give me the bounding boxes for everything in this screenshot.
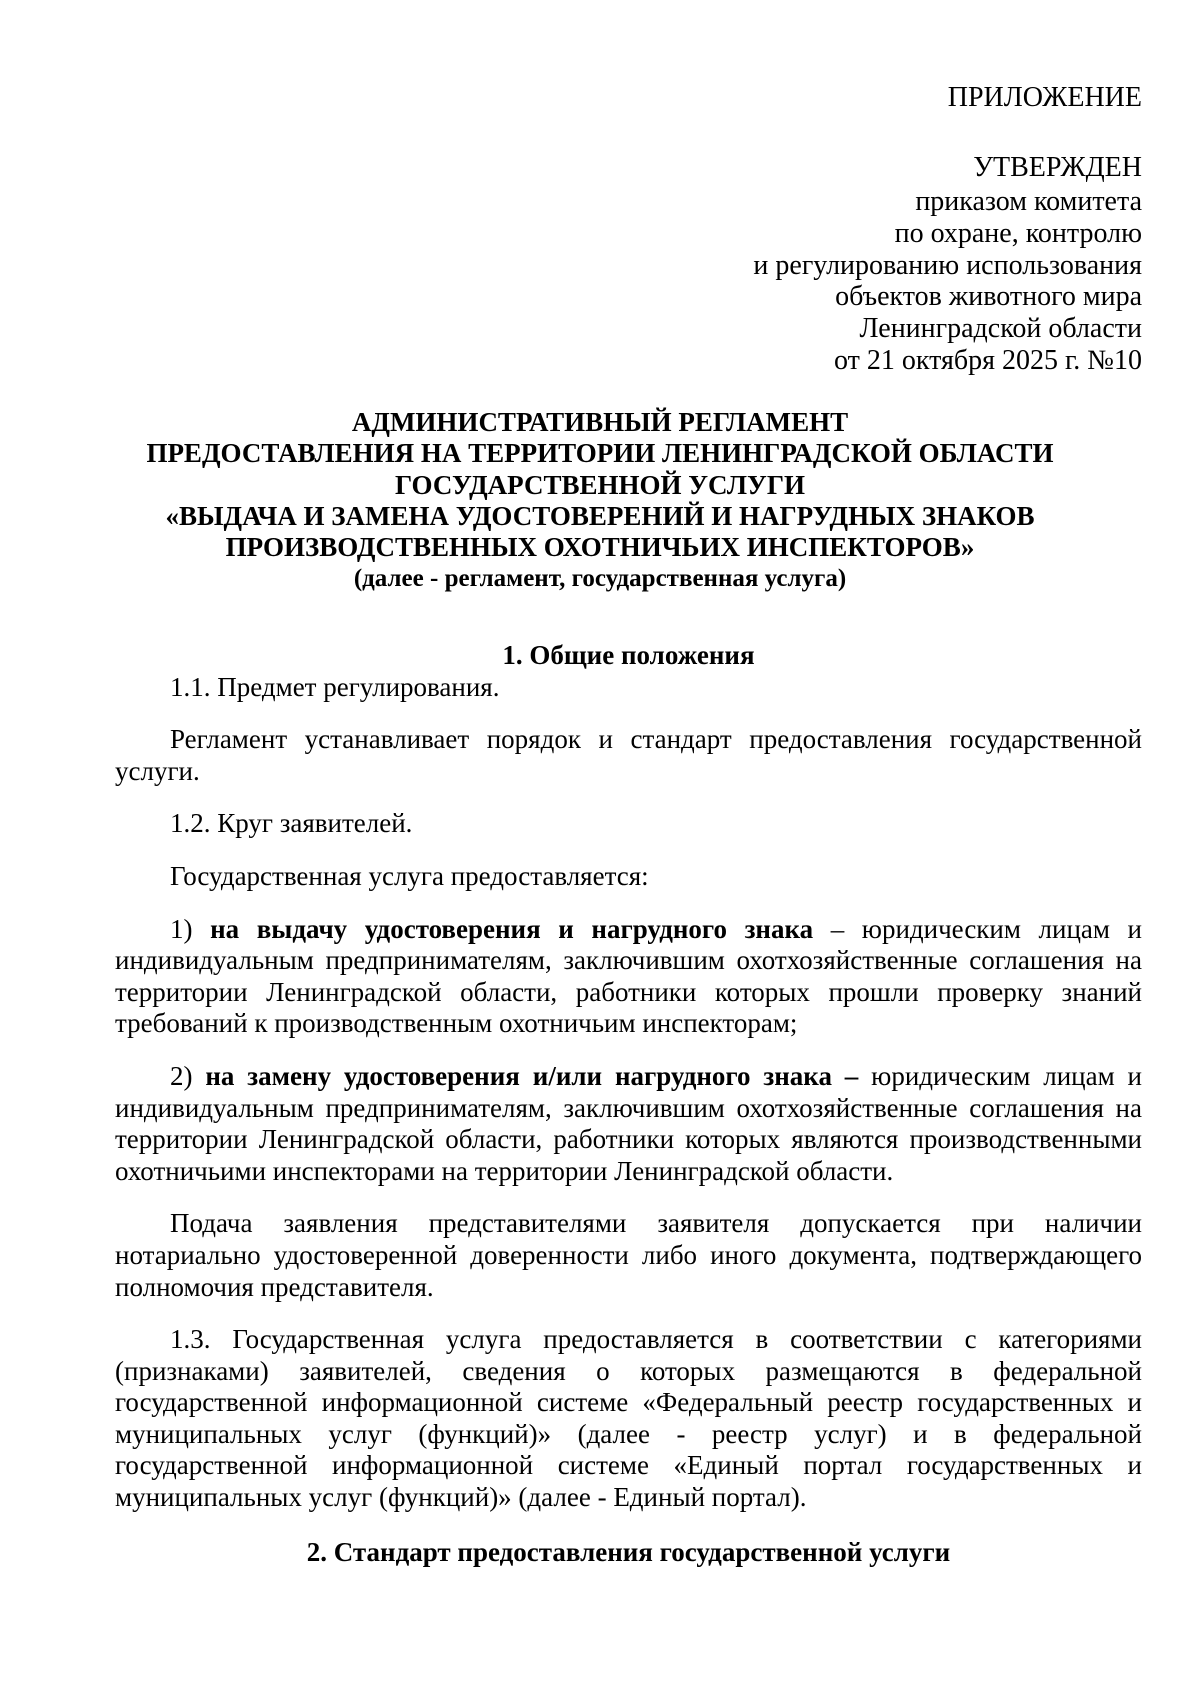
paragraph: Подача заявления представителями заявителя допускается при наличии нотариально удостоверенной доверенности либо иного документа, подтверждающего полномочия представителя. <box>115 1208 1142 1302</box>
title-line: «ВЫДАЧА И ЗАМЕНА УДОСТОВЕРЕНИЙ И НАГРУДНЫХ ЗНАКОВ <box>165 500 1035 531</box>
title-note: (далее - регламент, государственная услуга) <box>353 565 847 593</box>
list-item-text: – юридическим лицам и индивидуальным предпринимателям, заключившим охотхозяйственные соглашения на территории Ленинградской области, работники которых прошли проверку знаний требований к производственным охотничьим инспекторам; <box>115 913 1142 1039</box>
paragraph: Государственная услуга предоставляется: <box>170 860 649 891</box>
approval-line: Ленинградской области <box>859 313 1142 345</box>
list-item-number: 1) <box>170 913 211 944</box>
approval-date: от 21 октября 2025 г. №10 <box>833 344 1142 376</box>
approval-title: УТВЕРЖДЕН <box>973 152 1142 183</box>
list-item-text: юридическим лицам и индивидуальным предпринимателям, заключившим охотхозяйственные соглашения на территории Ленинградской области, работники которых являются производственными охотничьими инспекторами на территории Ленинградской области. <box>115 1060 1142 1186</box>
appendix-label: ПРИЛОЖЕНИЕ <box>947 82 1142 113</box>
paragraph: Регламент устанавливает порядок и стандарт предоставления государственной услуги. <box>115 724 1142 786</box>
approval-line: и регулированию использования <box>753 249 1142 281</box>
paragraph: 1.2. Круг заявителей. <box>170 808 413 839</box>
approval-line: по охране, контролю <box>894 217 1142 249</box>
list-item-number: 2) <box>170 1060 206 1091</box>
section-heading: 2. Стандарт предоставления государственной услуги <box>306 1536 951 1567</box>
paragraph: 1.1. Предмет регулирования. <box>170 671 500 702</box>
list-item-emphasis: на замену удостоверения и/или нагрудного знака – <box>205 1060 859 1091</box>
title-line: АДМИНИСТРАТИВНЫЙ РЕГЛАМЕНТ <box>351 407 849 437</box>
section-heading: 1. Общие положения <box>502 640 755 670</box>
list-item-emphasis: на выдачу удостоверения и нагрудного знака <box>210 913 814 944</box>
title-line: ПРОИЗВОДСТВЕННЫХ ОХОТНИЧЬИХ ИНСПЕКТОРОВ» <box>225 532 975 563</box>
list-item <box>115 914 1142 1040</box>
title-line: ГОСУДАРСТВЕННОЙ УСЛУГИ <box>395 469 805 500</box>
document-body <box>115 640 1142 1568</box>
approval-line: объектов животного мира <box>835 281 1142 313</box>
title-line: ПРЕДОСТАВЛЕНИЯ НА ТЕРРИТОРИИ ЛЕНИНГРАДСКОЙ ОБЛАСТИ <box>146 438 1054 469</box>
list-item <box>115 1061 1142 1187</box>
approval-stamp <box>753 150 1142 377</box>
paragraph: 1.3. Государственная услуга предоставляется в соответствии с категориями (признаками) заявителей, сведения о которых размещаются в федеральной государственной информационной системе «Федеральный реестр государственных и муниципальных услуг (функций)» (далее - реестр услуг) и в федеральной государственной информационной системе «Единый портал государственных и муниципальных услуг (функций)» (далее - Единый портал). <box>115 1324 1142 1513</box>
document-title <box>60 407 1140 594</box>
approval-line: приказом комитета <box>915 186 1142 217</box>
